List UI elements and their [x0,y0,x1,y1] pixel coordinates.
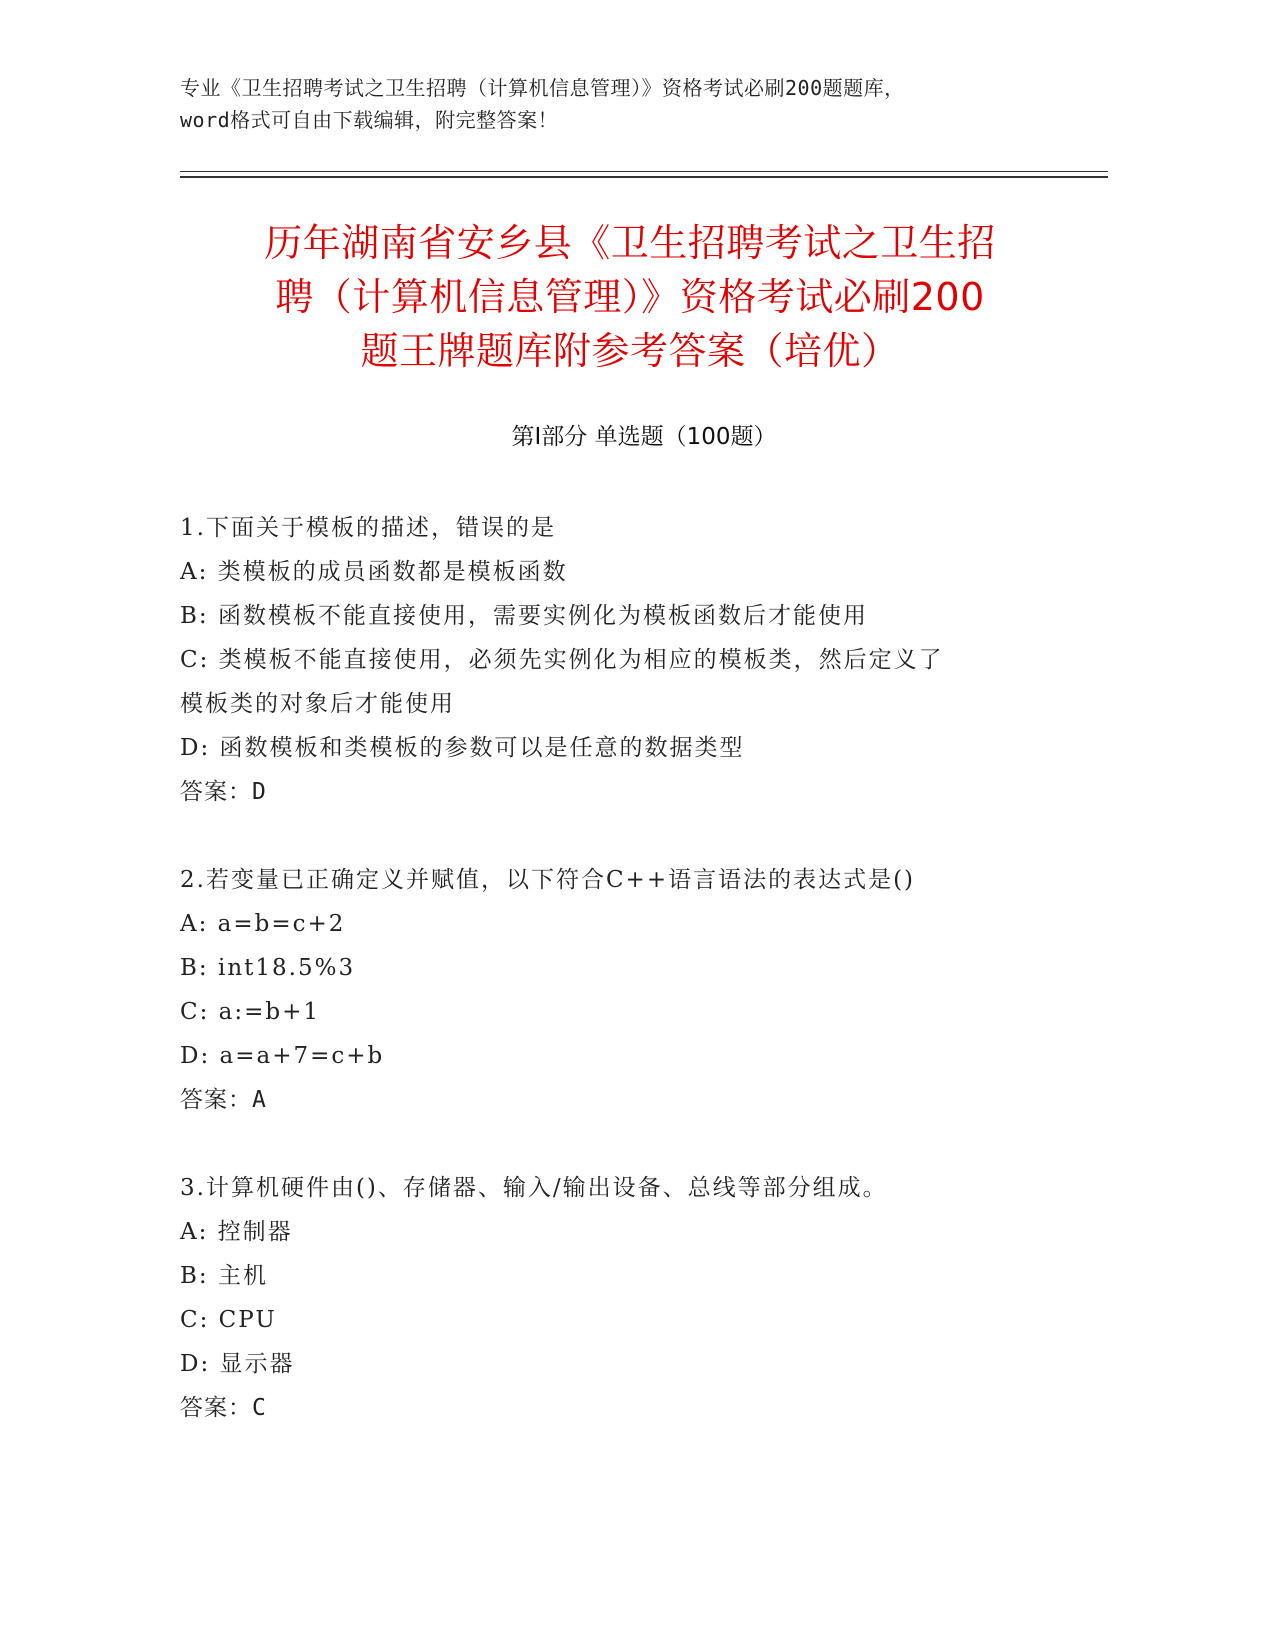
option-c: C: 类模板不能直接使用，必须先实例化为相应的模板类，然后定义了 [180,647,944,673]
title-line-1: 历年湖南省安乡县《卫生招聘考试之卫生招 [264,221,996,265]
document-header [180,72,1080,136]
header-line-1: 专业《卫生招聘考试之卫生招聘（计算机信息管理）》资格考试必刷200题题库， [180,76,905,100]
question-item-3 [180,1166,1060,1430]
question-stem: 3.计算机硬件由()、存储器、输入/输出设备、总线等部分组成。 [180,1175,888,1201]
option-c: C: a:=b+1 [180,999,321,1025]
option-b: B: 函数模板不能直接使用，需要实例化为模板函数后才能使用 [180,603,868,629]
option-c: C: CPU [180,1307,277,1333]
question-stem: 1.下面关于模板的描述，错误的是 [180,515,556,541]
document-title [180,216,1080,378]
header-line-2: word格式可自由下载编辑，附完整答案！ [180,108,559,132]
question-item-2 [180,858,1060,1122]
title-line-2: 聘（计算机信息管理）》资格考试必刷200 [275,275,985,319]
answer-label: 答案：D [180,779,267,805]
question-stem: 2.若变量已正确定义并赋值，以下符合C++语言语法的表达式是() [180,867,916,893]
option-b: B: int18.5%3 [180,955,356,981]
title-line-3: 题王牌题库附参考答案（培优） [360,329,900,373]
answer-label: 答案：C [180,1395,267,1421]
option-c-continued: 模板类的对象后才能使用 [180,691,455,717]
question-list [180,506,1060,1474]
option-d: D: 函数模板和类模板的参数可以是任意的数据类型 [180,735,745,761]
option-d: D: a=a+7=c+b [180,1043,385,1069]
option-b: B: 主机 [180,1263,268,1289]
question-item-1 [180,506,1060,814]
option-a: A: a=b=c+2 [180,911,346,937]
answer-label: 答案：A [180,1087,267,1113]
option-a: A: 控制器 [180,1219,293,1245]
option-d: D: 显示器 [180,1351,295,1377]
section-heading: 第I部分 单选题（100题） [511,424,777,450]
header-divider-top [180,171,1108,172]
option-a: A: 类模板的成员函数都是模板函数 [180,559,568,585]
header-divider-bottom [180,176,1108,178]
